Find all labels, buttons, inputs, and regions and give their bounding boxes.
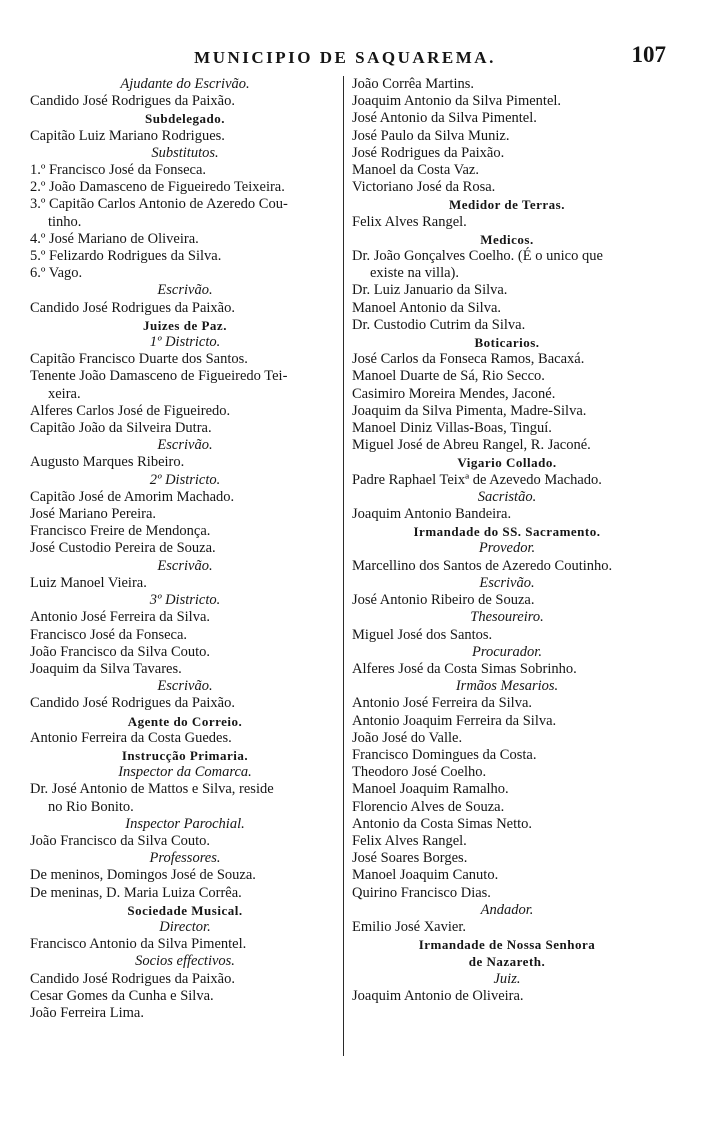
entry-line: Capitão José de Amorim Machado.	[30, 488, 235, 505]
entry-line: 5.º Felizardo Rodrigues da Silva.	[30, 248, 222, 265]
role-label: Thesoureiro.	[470, 609, 544, 626]
entry-line: José Rodrigues da Paixão.	[352, 144, 505, 161]
section-heading: Vigario Collado.	[457, 455, 557, 471]
entry-line: Quirino Francisco Dias.	[352, 884, 491, 901]
section-heading: Agente do Correio.	[127, 713, 243, 729]
role-label: Escrivão.	[157, 282, 213, 299]
entry-line: Florencio Alves de Souza.	[352, 798, 505, 815]
entry-line: Victoriano José da Rosa.	[352, 179, 496, 196]
entry-line: Francisco Domingues da Costa.	[352, 746, 537, 763]
role-label: Escrivão.	[479, 574, 535, 591]
entry-line: João Francisco da Silva Couto.	[30, 832, 211, 849]
section-heading: Medidor de Terras.	[448, 197, 565, 213]
section-heading: Irmandade de Nossa Senhora	[418, 937, 596, 953]
entry-line: Joaquim Antonio da Silva Pimentel.	[352, 93, 562, 110]
entry-line: Antonio Joaquim Ferreira da Silva.	[352, 712, 557, 729]
role-label: 2º Districto.	[149, 471, 221, 488]
entry-line: Capitão Luiz Mariano Rodrigues.	[30, 127, 225, 144]
entry-line: Cesar Gomes da Cunha e Silva.	[30, 987, 214, 1004]
entry-line: Joaquim da Silva Pimenta, Madre-Silva.	[352, 402, 587, 419]
role-label: 1º Districto.	[149, 334, 221, 351]
entry-line: Candido José Rodrigues da Paixão.	[30, 695, 235, 712]
entry-line: Dr. Custodio Cutrim da Silva.	[352, 316, 526, 333]
page-header	[0, 44, 714, 74]
entry-line: José Antonio da Silva Pimentel.	[352, 110, 537, 127]
entry-line: Manoel Antonio da Silva.	[352, 299, 502, 316]
entry-line: Marcellino dos Santos de Azeredo Coutinho.	[352, 557, 613, 574]
section-heading: Medicos.	[480, 231, 534, 247]
role-label: Inspector da Comarca.	[118, 764, 252, 781]
entry-line: Felix Alves Rangel.	[352, 832, 467, 849]
role-label: Socios effectivos.	[135, 953, 235, 970]
entry-line: De meninos, Domingos José de Souza.	[30, 867, 256, 884]
entry-line: Joaquim da Silva Tavares.	[30, 660, 182, 677]
entry-line: Antonio da Costa Simas Netto.	[352, 815, 533, 832]
entry-line: Antonio Ferreira da Costa Guedes.	[30, 729, 232, 746]
page-number: 107	[631, 42, 666, 67]
entry-line: Luiz Manoel Vieira.	[30, 574, 147, 591]
section-heading: Juizes de Paz.	[143, 317, 227, 333]
entry-line: Alferes José da Costa Simas Sobrinho.	[352, 660, 577, 677]
section-heading: de Nazareth.	[468, 954, 546, 970]
entry-line: Antonio José Ferreira da Silva.	[352, 695, 533, 712]
entry-line: José Soares Borges.	[352, 850, 468, 867]
entry-line: Manoel da Costa Vaz.	[352, 162, 479, 179]
role-label: 3º Districto.	[149, 592, 221, 609]
entry-line: José Carlos da Fonseca Ramos, Bacaxá.	[352, 351, 585, 368]
entry-line: José Antonio Ribeiro de Souza.	[352, 592, 535, 609]
entry-line: Miguel José de Abreu Rangel, R. Jaconé.	[352, 437, 591, 454]
entry-line: xeira.	[48, 385, 81, 402]
section-heading: Boticarios.	[474, 335, 540, 351]
column-divider	[343, 76, 344, 1056]
entry-line: Candido José Rodrigues da Paixão.	[30, 93, 235, 110]
entry-line: João José do Valle.	[352, 729, 463, 746]
role-label: Juiz.	[493, 970, 521, 987]
entry-line: Padre Raphael Teixª de Azevedo Machado.	[352, 471, 602, 488]
entry-line: 2.º João Damasceno de Figueiredo Teixeira.	[30, 179, 285, 196]
entry-line: Francisco José da Fonseca.	[30, 626, 188, 643]
entry-line: existe na villa).	[370, 265, 459, 282]
role-label: Escrivão.	[157, 678, 213, 695]
entry-line: 6.º Vago.	[30, 265, 83, 282]
entry-line: Augusto Marques Ribeiro.	[30, 454, 185, 471]
entry-line: Francisco Antonio da Silva Pimentel.	[30, 936, 247, 953]
entry-line: Candido José Rodrigues da Paixão.	[30, 299, 235, 316]
entry-line: 1.º Francisco José da Fonseca.	[30, 162, 207, 179]
entry-line: Dr. João Gonçalves Coelho. (É o unico que	[352, 248, 603, 265]
role-label: Andador.	[480, 901, 534, 918]
entry-line: Joaquim Antonio de Oliveira.	[352, 987, 524, 1004]
role-label: Inspector Parochial.	[125, 815, 245, 832]
role-label: Irmãos Mesarios.	[455, 678, 559, 695]
entry-line: João Ferreira Lima.	[30, 1004, 144, 1021]
entry-line: Tenente João Damasceno de Figueiredo Tei-	[30, 368, 288, 385]
role-label: Sacristão.	[477, 488, 537, 505]
entry-line: no Rio Bonito.	[48, 798, 134, 815]
entry-line: Capitão João da Silveira Dutra.	[30, 420, 212, 437]
section-heading: Irmandade do SS. Sacramento.	[413, 524, 601, 540]
entry-line: tinho.	[48, 213, 82, 230]
role-label: Escrivão.	[157, 557, 213, 574]
entry-line: Manoel Diniz Villas-Boas, Tinguí.	[352, 420, 552, 437]
role-label: Professores.	[149, 850, 221, 867]
entry-line: José Paulo da Silva Muniz.	[352, 127, 510, 144]
entry-line: 4.º José Mariano de Oliveira.	[30, 230, 199, 247]
entry-line: De meninas, D. Maria Luiza Corrêa.	[30, 884, 242, 901]
entry-line: João Francisco da Silva Couto.	[30, 643, 211, 660]
role-label: Substitutos.	[151, 144, 219, 161]
entry-line: Joaquim Antonio Bandeira.	[352, 506, 512, 523]
entry-line: Manoel Duarte de Sá, Rio Secco.	[352, 368, 545, 385]
entry-line: Manoel Joaquim Canuto.	[352, 867, 499, 884]
entry-line: Felix Alves Rangel.	[352, 213, 467, 230]
right-column	[352, 76, 662, 1005]
entry-line: João Corrêa Martins.	[352, 76, 475, 92]
entry-line: Miguel José dos Santos.	[352, 626, 493, 643]
running-title: MUNICIPIO DE SAQUAREMA.	[194, 48, 496, 67]
role-label: Procurador.	[472, 643, 542, 660]
entry-line: Theodoro José Coelho.	[352, 764, 487, 781]
role-label: Provedor.	[478, 540, 536, 557]
role-label: Director.	[159, 918, 211, 935]
section-heading: Sociedade Musical.	[127, 902, 243, 918]
left-column	[30, 76, 340, 1022]
entry-line: Dr. José Antonio de Mattos e Silva, reside	[30, 781, 274, 798]
entry-line: Casimiro Moreira Mendes, Jaconé.	[352, 385, 556, 402]
entry-line: Alferes Carlos José de Figueiredo.	[30, 402, 231, 419]
entry-line: Antonio José Ferreira da Silva.	[30, 609, 211, 626]
entry-line: 3.º Capitão Carlos Antonio de Azeredo Cou-	[30, 196, 288, 213]
entry-line: Candido José Rodrigues da Paixão.	[30, 970, 235, 987]
entry-line: José Custodio Pereira de Souza.	[30, 540, 216, 557]
section-heading: Subdelegado.	[144, 111, 226, 127]
entry-line: José Mariano Pereira.	[30, 506, 157, 523]
role-label: Ajudante do Escrivão.	[120, 76, 250, 92]
entry-line: Capitão Francisco Duarte dos Santos.	[30, 351, 248, 368]
entry-line: Emilio José Xavier.	[352, 918, 466, 935]
entry-line: Francisco Freire de Mendonça.	[30, 523, 211, 540]
section-heading: Instrucção Primaria.	[121, 747, 249, 763]
role-label: Escrivão.	[157, 437, 213, 454]
entry-line: Manoel Joaquim Ramalho.	[352, 781, 509, 798]
entry-line: Dr. Luiz Januario da Silva.	[352, 282, 508, 299]
